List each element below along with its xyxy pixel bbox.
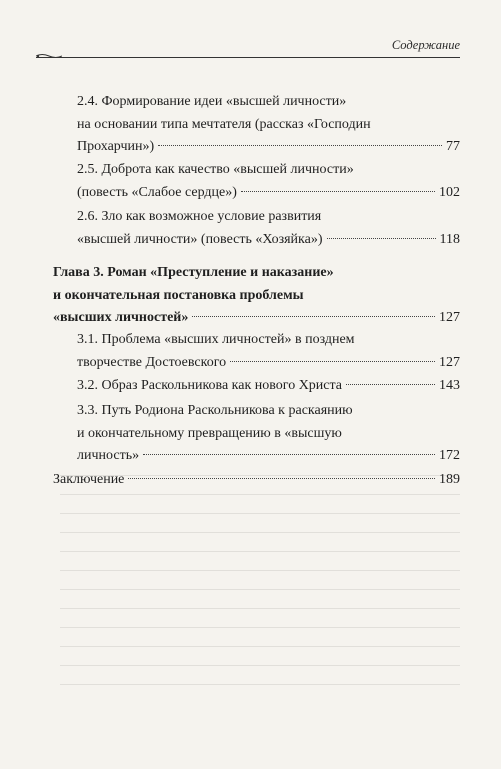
header-ornament-icon xyxy=(36,53,62,59)
toc-entry-text: 2.5. Доброта как качество «высшей личности» xyxy=(77,162,354,177)
dot-leader xyxy=(192,316,435,317)
toc-entry-text: 3.3. Путь Родиона Раскольникова к раскаянию xyxy=(77,403,353,418)
toc-entry-text: (повесть «Слабое сердце») xyxy=(77,184,237,200)
toc-entry-3-3[interactable] xyxy=(77,400,460,468)
page-number: 172 xyxy=(439,448,460,463)
page-number: 102 xyxy=(439,184,460,200)
toc-entry-text: 2.6. Зло как возможное условие развития xyxy=(77,209,322,224)
dot-leader xyxy=(230,361,435,362)
page-number: 127 xyxy=(439,354,460,370)
toc-chapter-3[interactable] xyxy=(53,262,460,330)
toc-entry-text: на основании типа мечтателя (рассказ «Господин xyxy=(77,116,371,132)
toc-entry-text: творчестве Достоевского xyxy=(77,354,227,370)
chapter-title-text: Глава 3. Роман «Преступление и наказание» xyxy=(53,265,334,280)
toc-entry-3-1[interactable] xyxy=(77,329,460,374)
page-number: 118 xyxy=(439,231,460,247)
running-title: Содержание xyxy=(391,38,460,52)
chapter-title-text: «высших личностей» xyxy=(53,310,189,325)
header-rule xyxy=(36,57,460,58)
toc-entry-3-2[interactable] xyxy=(77,375,460,398)
dot-leader xyxy=(143,454,435,455)
page-number: 143 xyxy=(439,378,460,393)
dot-leader xyxy=(158,145,442,146)
dot-leader xyxy=(241,191,435,192)
toc-entry-text: 3.1. Проблема «высших личностей» в позднем xyxy=(77,332,355,347)
page-number: 77 xyxy=(446,139,460,154)
dot-leader xyxy=(327,238,436,239)
toc-entry-2-5[interactable] xyxy=(77,159,460,204)
toc-entry-text: «высшей личности» (повесть «Хозяйка») xyxy=(77,231,323,247)
bleed-through-texture xyxy=(60,475,460,735)
toc-entry-text: 2.4. Формирование идеи «высшей личности» xyxy=(77,94,347,109)
page-number: 127 xyxy=(439,310,460,325)
toc-entry-2-6[interactable] xyxy=(77,206,460,251)
page-number: 189 xyxy=(439,472,460,487)
toc-entry-2-4[interactable] xyxy=(77,91,460,159)
dot-leader xyxy=(346,384,435,385)
toc-entry-text: личность» xyxy=(77,448,140,463)
toc-entry-text: 3.2. Образ Раскольникова как нового Христа xyxy=(77,378,343,393)
toc-entry-text: Прохарчин») xyxy=(77,139,155,154)
toc-entry-text: и окончательному превращению в «высшую xyxy=(77,425,342,441)
toc-entry-text: Заключение xyxy=(53,472,125,487)
chapter-title-text: и окончательная постановка проблемы xyxy=(53,287,304,303)
